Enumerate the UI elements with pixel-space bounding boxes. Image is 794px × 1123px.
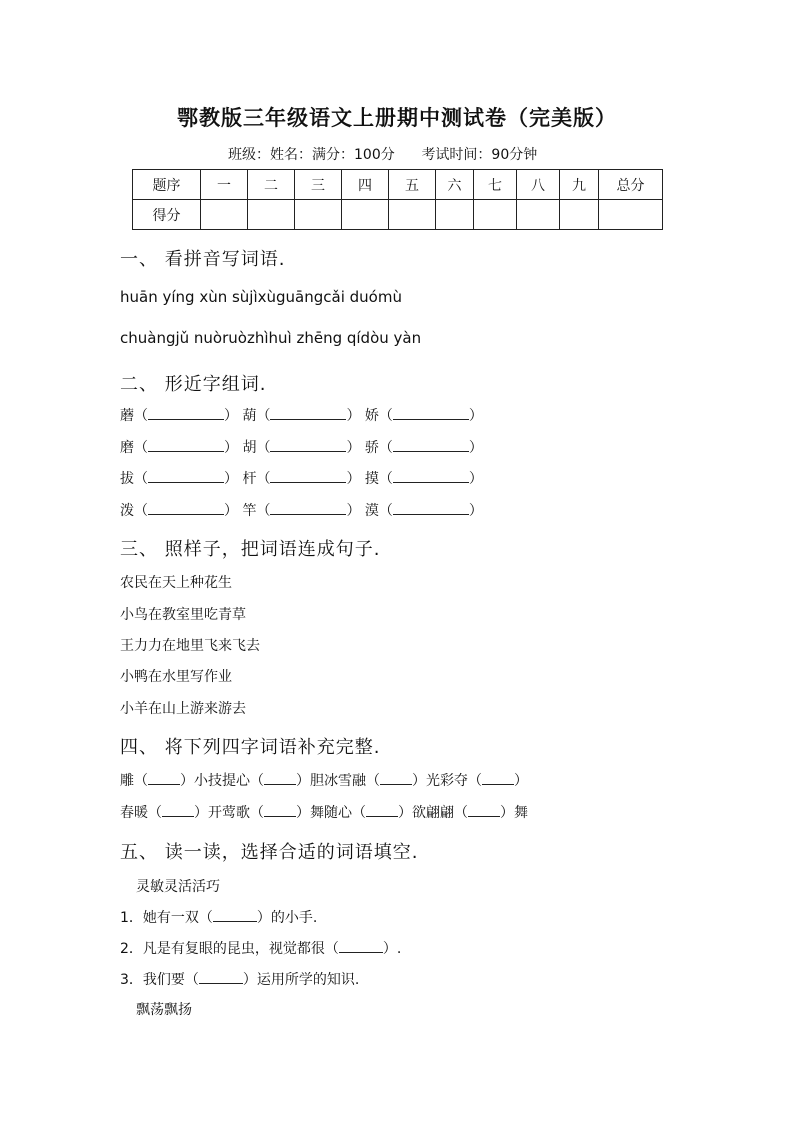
paren: ）: [194, 805, 208, 821]
paren: ）: [180, 773, 194, 789]
row-label: 得分: [133, 200, 201, 230]
fill-question: [120, 907, 317, 927]
paren: ）: [346, 471, 361, 487]
idiom-text: 胆冰雪融: [310, 773, 366, 789]
paren: ）: [346, 408, 361, 424]
paren: ）: [224, 408, 238, 424]
paren: （: [378, 471, 393, 487]
char: 磨: [120, 440, 134, 456]
header-cell: 九: [560, 170, 599, 200]
paren: （: [250, 773, 264, 789]
score-cell[interactable]: [342, 200, 389, 230]
char: 葫: [242, 408, 257, 424]
answer-blank[interactable]: [270, 438, 346, 452]
idiom-text: 舞: [514, 805, 528, 821]
answer-blank[interactable]: [270, 469, 346, 483]
header-cell: 一: [201, 170, 248, 200]
paren: ）: [468, 503, 483, 519]
sentence-item: 王力力在地里飞来飞去: [120, 638, 260, 654]
section-2-heading: 二、 形近字组词.: [120, 374, 267, 395]
paren: ）: [224, 503, 238, 519]
paren: ）: [468, 408, 483, 424]
word-group-row: [120, 437, 483, 457]
answer-blank[interactable]: [213, 908, 257, 922]
exam-time: 考试时间：90分钟: [421, 147, 538, 163]
paren: （: [366, 773, 380, 789]
score-cell[interactable]: [599, 200, 663, 230]
section-4-heading: 四、 将下列四字词语补充完整.: [120, 737, 381, 758]
sentence-item: 农民在天上种花生: [120, 575, 232, 591]
paren: （: [378, 503, 393, 519]
header-cell: 题序: [133, 170, 201, 200]
char: 胡: [242, 440, 257, 456]
answer-blank[interactable]: [199, 970, 243, 984]
score-cell[interactable]: [248, 200, 295, 230]
answer-blank[interactable]: [264, 803, 296, 817]
word-group-row: [120, 500, 483, 520]
sentence-item: 小鸟在教室里吃青草: [120, 607, 246, 623]
idiom-text: 光彩夺: [426, 773, 468, 789]
paren: ）: [514, 773, 528, 789]
paren: （: [352, 805, 366, 821]
score-table-header-row: [133, 170, 663, 200]
question-text: 2．凡是有复眼的昆虫，视觉都很（: [120, 941, 339, 957]
answer-blank[interactable]: [148, 501, 224, 515]
fill-question: [120, 969, 359, 989]
paren: （: [256, 408, 271, 424]
char: 娇: [364, 408, 379, 424]
word-group-row: [120, 468, 483, 488]
paren: （: [134, 471, 148, 487]
answer-blank[interactable]: [148, 469, 224, 483]
paren: （: [256, 503, 271, 519]
paren: （: [256, 471, 271, 487]
pinyin-line: chuàngjǔ nuòruòzhìhuì zhēng qídòu yàn: [120, 329, 422, 347]
fill-question: [120, 938, 401, 958]
paren: （: [256, 440, 271, 456]
word-choices: 灵敏灵活活巧: [136, 879, 220, 895]
char: 蘑: [120, 408, 134, 424]
answer-blank[interactable]: [270, 406, 346, 420]
paren: （: [148, 805, 162, 821]
score-table: [132, 169, 663, 230]
question-text: ）.: [382, 941, 402, 957]
idiom-row: [120, 802, 528, 822]
paren: （: [134, 440, 148, 456]
section-1-heading: 一、 看拼音写词语.: [120, 249, 286, 270]
answer-blank[interactable]: [148, 771, 180, 785]
header-cell: 二: [248, 170, 295, 200]
section-3-heading: 三、 照样子，把词语连成句子.: [120, 539, 381, 560]
class-name-score-info: 班级：姓名：满分：100分: [228, 147, 395, 163]
idiom-text: 开莺歌: [208, 805, 250, 821]
paren: ）: [296, 773, 310, 789]
answer-blank[interactable]: [468, 803, 500, 817]
paren: ）: [468, 471, 483, 487]
answer-blank[interactable]: [270, 501, 346, 515]
section-5-heading: 五、 读一读，选择合适的词语填空.: [120, 842, 419, 863]
char: 杆: [242, 471, 257, 487]
score-cell[interactable]: [517, 200, 560, 230]
answer-blank[interactable]: [380, 771, 412, 785]
char: 拔: [120, 471, 134, 487]
header-cell: 六: [436, 170, 474, 200]
header-cell: 八: [517, 170, 560, 200]
header-cell: 总分: [599, 170, 663, 200]
score-cell[interactable]: [436, 200, 474, 230]
idiom-text: 舞随心: [310, 805, 352, 821]
score-cell[interactable]: [295, 200, 342, 230]
sentence-item: 小鸭在水里写作业: [120, 669, 232, 685]
answer-blank[interactable]: [148, 438, 224, 452]
question-text: 1．她有一双（: [120, 910, 213, 926]
question-text: 3．我们要（: [120, 972, 199, 988]
paren: ）: [412, 773, 426, 789]
paren: ）: [296, 805, 310, 821]
answer-blank[interactable]: [148, 406, 224, 420]
answer-blank[interactable]: [393, 406, 469, 420]
idiom-text: 小技提心: [194, 773, 250, 789]
idiom-text: 欲翩翩: [412, 805, 454, 821]
paren: ）: [398, 805, 412, 821]
header-cell: 五: [389, 170, 436, 200]
char: 泼: [120, 503, 134, 519]
paren: （: [134, 773, 148, 789]
question-text: ）的小手.: [256, 910, 318, 926]
char: 摸: [364, 471, 379, 487]
paren: （: [454, 805, 468, 821]
paren: （: [250, 805, 264, 821]
paren: ）: [224, 440, 238, 456]
score-table-score-row: [133, 200, 663, 230]
char: 漠: [364, 503, 379, 519]
answer-blank[interactable]: [393, 469, 469, 483]
score-cell[interactable]: [474, 200, 517, 230]
header-cell: 七: [474, 170, 517, 200]
char: 骄: [364, 440, 379, 456]
score-cell[interactable]: [201, 200, 248, 230]
answer-blank[interactable]: [264, 771, 296, 785]
header-cell: 三: [295, 170, 342, 200]
page-title: 鄂教版三年级语文上册期中测试卷（完美版）: [177, 105, 617, 130]
score-cell[interactable]: [560, 200, 599, 230]
paren: （: [378, 440, 393, 456]
header-cell: 四: [342, 170, 389, 200]
paren: （: [134, 408, 148, 424]
idiom-text: 春暖: [120, 805, 148, 821]
char: 竿: [242, 503, 257, 519]
paren: ）: [346, 440, 361, 456]
answer-blank[interactable]: [162, 803, 194, 817]
paren: （: [468, 773, 482, 789]
question-text: ）运用所学的知识.: [242, 972, 360, 988]
word-choices: 飘荡飘扬: [136, 1002, 192, 1018]
paren: ）: [224, 471, 238, 487]
paren: ）: [346, 503, 361, 519]
answer-blank[interactable]: [393, 501, 469, 515]
pinyin-line: huān yíng xùn sùjìxùguāngcǎi duómù: [120, 288, 402, 306]
answer-blank[interactable]: [393, 438, 469, 452]
answer-blank[interactable]: [482, 771, 514, 785]
idiom-text: 雕: [120, 773, 134, 789]
paren: （: [378, 408, 393, 424]
word-group-row: [120, 405, 483, 425]
paren: ）: [500, 805, 514, 821]
idiom-row: [120, 770, 528, 790]
score-cell[interactable]: [389, 200, 436, 230]
exam-info: [228, 144, 537, 164]
paren: （: [134, 503, 148, 519]
answer-blank[interactable]: [366, 803, 398, 817]
paren: ）: [468, 440, 483, 456]
answer-blank[interactable]: [339, 939, 383, 953]
sentence-item: 小羊在山上游来游去: [120, 701, 246, 717]
